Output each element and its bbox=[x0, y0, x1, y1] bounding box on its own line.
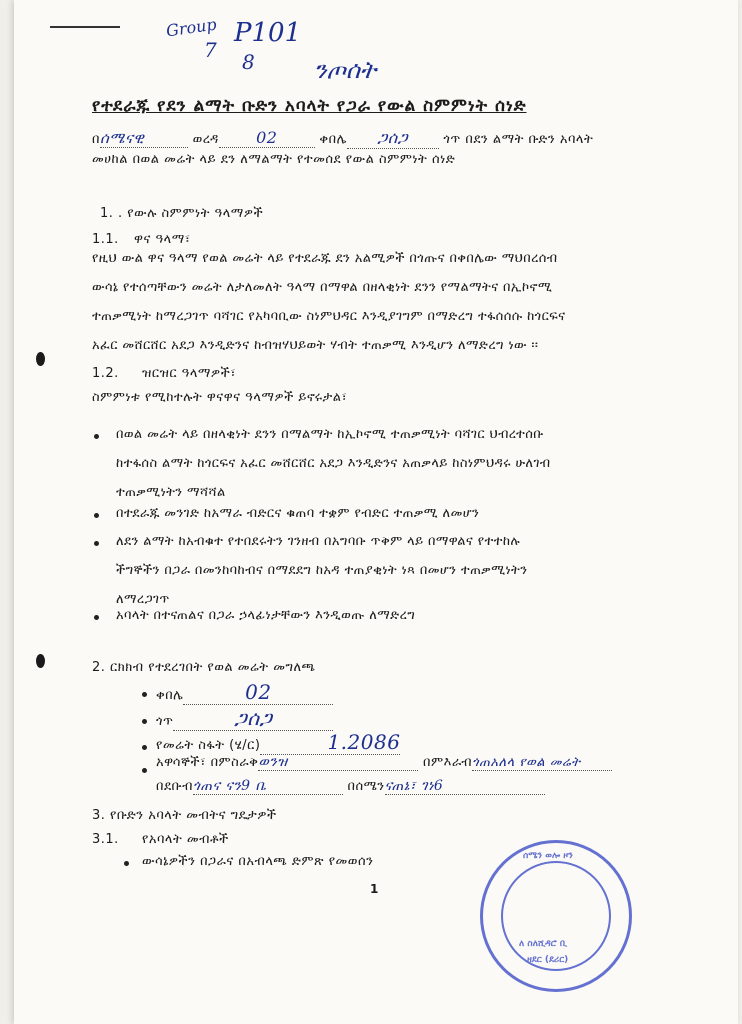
paragraph-line: የዚህ ውል ዋና ዓላማ የወል መሬት ላይ የተደራጁ ደን አልሚዎች በጎጡና በቀበሌው ማህበረሰብ bbox=[92, 251, 558, 266]
intro-zone-value: ሰሜናዊ bbox=[100, 129, 188, 148]
intro-kebele-label: ቀበሌ bbox=[319, 132, 347, 147]
bullet-item bbox=[116, 420, 551, 507]
field-got-label: ጎጥ bbox=[156, 714, 174, 729]
field-kebele-value: 02 bbox=[183, 680, 333, 705]
stamp-text-bottom: ዘደር (ደሪር) bbox=[527, 955, 569, 965]
intro-line-1 bbox=[92, 128, 593, 149]
intro-woreda-label: ወረዳ bbox=[192, 132, 219, 147]
field-neighbors bbox=[156, 754, 612, 771]
bullet-line: ለደን ልማት ከአብቁተ የተበደሩትን ገንዘብ በአግባቡ ጥቅም ላይ በማዋልና የተተከሉ bbox=[116, 534, 521, 549]
bullet-line: አባላት በተናጠልና በጋራ ኃላፊነታቸውን እንዲወጡ ለማድረግ bbox=[116, 608, 416, 623]
document-title: የተደራጁ የደን ልማት ቡድን አባላት የጋራ የውል ስምምነት ሰነድ bbox=[92, 96, 527, 116]
section3-heading: 3. የቡድን አባላት መብትና ግዴታዎች bbox=[92, 808, 277, 823]
field-north-label: በሰሜን bbox=[347, 779, 385, 794]
field-area bbox=[156, 730, 400, 755]
intro-suffix: ጎጥ በደን ልማት ቡድን አባላት bbox=[443, 132, 594, 147]
section12-title: ዝርዝር ዓላማዎች፣ bbox=[142, 366, 237, 381]
field-south-label: በደቡብ bbox=[156, 779, 193, 794]
section12-intro: ስምምነቱ የሚከተሉት ዋናዋና ዓላማዎች ይኖሩታል፣ bbox=[92, 390, 348, 405]
intro-prefix: በ bbox=[92, 132, 100, 147]
bullet-item bbox=[116, 601, 415, 630]
stamp-text-top: ሰሜን ወሎ ዞን bbox=[523, 851, 573, 861]
field-got-value: ጋሰጋ bbox=[173, 706, 333, 731]
handwritten-plot: P101 bbox=[234, 18, 302, 48]
bullet-dot bbox=[124, 861, 129, 866]
field-kebele-label: ቀበሌ bbox=[156, 688, 184, 703]
intro-kebele-value: ጋሰጋ bbox=[347, 128, 439, 149]
bullet-dot bbox=[142, 692, 147, 697]
bullet-dot bbox=[94, 541, 99, 546]
handwritten-group: Group bbox=[164, 14, 218, 41]
field-got bbox=[156, 706, 333, 731]
page-number: 1 bbox=[370, 882, 379, 896]
field-area-value: 1.2086 bbox=[260, 730, 400, 755]
paragraph-line: ውሳኔ የተሰጣቸውን መሬት ለታለመለት ዓላማ በማዋል በዘላቂነት ደንን የማልማትና በኢኮኖሚ bbox=[92, 280, 553, 295]
section11-title: ዋና ዓላማ፣ bbox=[134, 232, 191, 247]
stamp-text-mid: ለ ስለሺዳሮ ቢ bbox=[519, 939, 567, 949]
section31-title: የአባላት መብቶች bbox=[142, 832, 229, 847]
field-area-label: የመሬት ስፋት (ሄ/ር) bbox=[156, 738, 261, 753]
bullet-item bbox=[116, 499, 479, 528]
bullet-line: ለማረጋገጥ bbox=[116, 592, 170, 607]
paragraph-line: ተጠቃሚነት ከማረጋገጥ ባሻገር የአካባቢው ስነምህዳር እንዲያገግም በማድረግ ተፋሰሰሱ ከጎርፍና bbox=[92, 309, 566, 324]
section2-heading: 2. ርክክብ የተደረገበት የወል መሬት መግለጫ bbox=[92, 660, 316, 675]
bullet-dot bbox=[94, 434, 99, 439]
scribble-mark bbox=[50, 26, 120, 28]
field-south-value: ጎጠና ናን9 ቤ bbox=[193, 778, 343, 795]
field-west-value: ጎጠአለላ የወል መሬት bbox=[472, 755, 612, 771]
bullet-line: በወል መሬት ላይ በዘላቂነት ደንን በማልማት ከኢኮኖሚ ተጠቃሚነት ባሻገር ህብረተሰቡ bbox=[116, 427, 544, 442]
handwritten-group-number: 7 bbox=[204, 38, 217, 62]
section31-bullet: ውሳኔዎችን በጋራና በአብላጫ ድምጽ የመወሰን bbox=[142, 854, 374, 869]
section11-paragraph bbox=[92, 244, 565, 360]
bullet-line: ችግኞችን በጋራ በመንከባከብና በማደደግ ከአዳ ተጠያቂነት ነጻ በመሆን ተጠቃሚነትን bbox=[116, 563, 528, 578]
field-south-north bbox=[156, 778, 545, 795]
bullet-dot bbox=[142, 768, 147, 773]
field-east-label: በምስራቅ bbox=[210, 755, 259, 770]
field-kebele bbox=[156, 680, 333, 705]
intro-line-2: መሀከል በወል መሬት ላይ ደን ለማልማት የተመሰደ የውል ስምምነት ሰነድ bbox=[92, 152, 456, 167]
field-east-value: ወንዝ bbox=[258, 754, 418, 771]
field-north-value: ናጠኔ፣ ገነ6 bbox=[385, 778, 545, 795]
bullet-line: ከተፋሰስ ልማት ከጎርፍና አፈር መሸርሸር አደጋ እንዲድንና አጠቃላይ ከስነምህዳሩ ሁለገብ bbox=[116, 456, 551, 471]
section12-number: 1.2. bbox=[92, 366, 119, 381]
section1-heading: 1. . የውሉ ስምምነት ዓላማዎች bbox=[100, 206, 264, 221]
bullet-dot bbox=[142, 745, 147, 750]
bullet-dot bbox=[142, 719, 147, 724]
paragraph-line: አፈር መሸርሸር አደጋ እንዲድንና ከብዝሃህይወት ሃብት ተጠቃሚ እንዲሆን ለማድረግ ነው ፡፡ bbox=[92, 338, 539, 353]
section31-number: 3.1. bbox=[92, 832, 119, 847]
punch-hole bbox=[36, 352, 45, 366]
document-page bbox=[14, 0, 738, 1024]
bullet-dot bbox=[94, 513, 99, 518]
handwritten-subnumber: 8 bbox=[242, 50, 255, 74]
intro-woreda-value: 02 bbox=[219, 128, 315, 148]
bullet-line: ተጠቃሚነትን ማሻሻል bbox=[116, 485, 226, 500]
section11-number: 1.1. bbox=[92, 232, 119, 247]
official-stamp bbox=[480, 840, 632, 992]
bullet-line: በተደራጁ መንገድ ከአማራ ብድርና ቁጠባ ተቋም የብድር ተጠቃሚ ለመሆን bbox=[116, 506, 480, 521]
bullet-dot bbox=[94, 615, 99, 620]
handwritten-extra: ንጦሰት bbox=[314, 56, 377, 84]
field-west-label: በምእራብ bbox=[423, 755, 473, 770]
field-neighbors-label: አዋሳኞች፣ bbox=[156, 755, 206, 770]
punch-hole bbox=[36, 654, 45, 668]
